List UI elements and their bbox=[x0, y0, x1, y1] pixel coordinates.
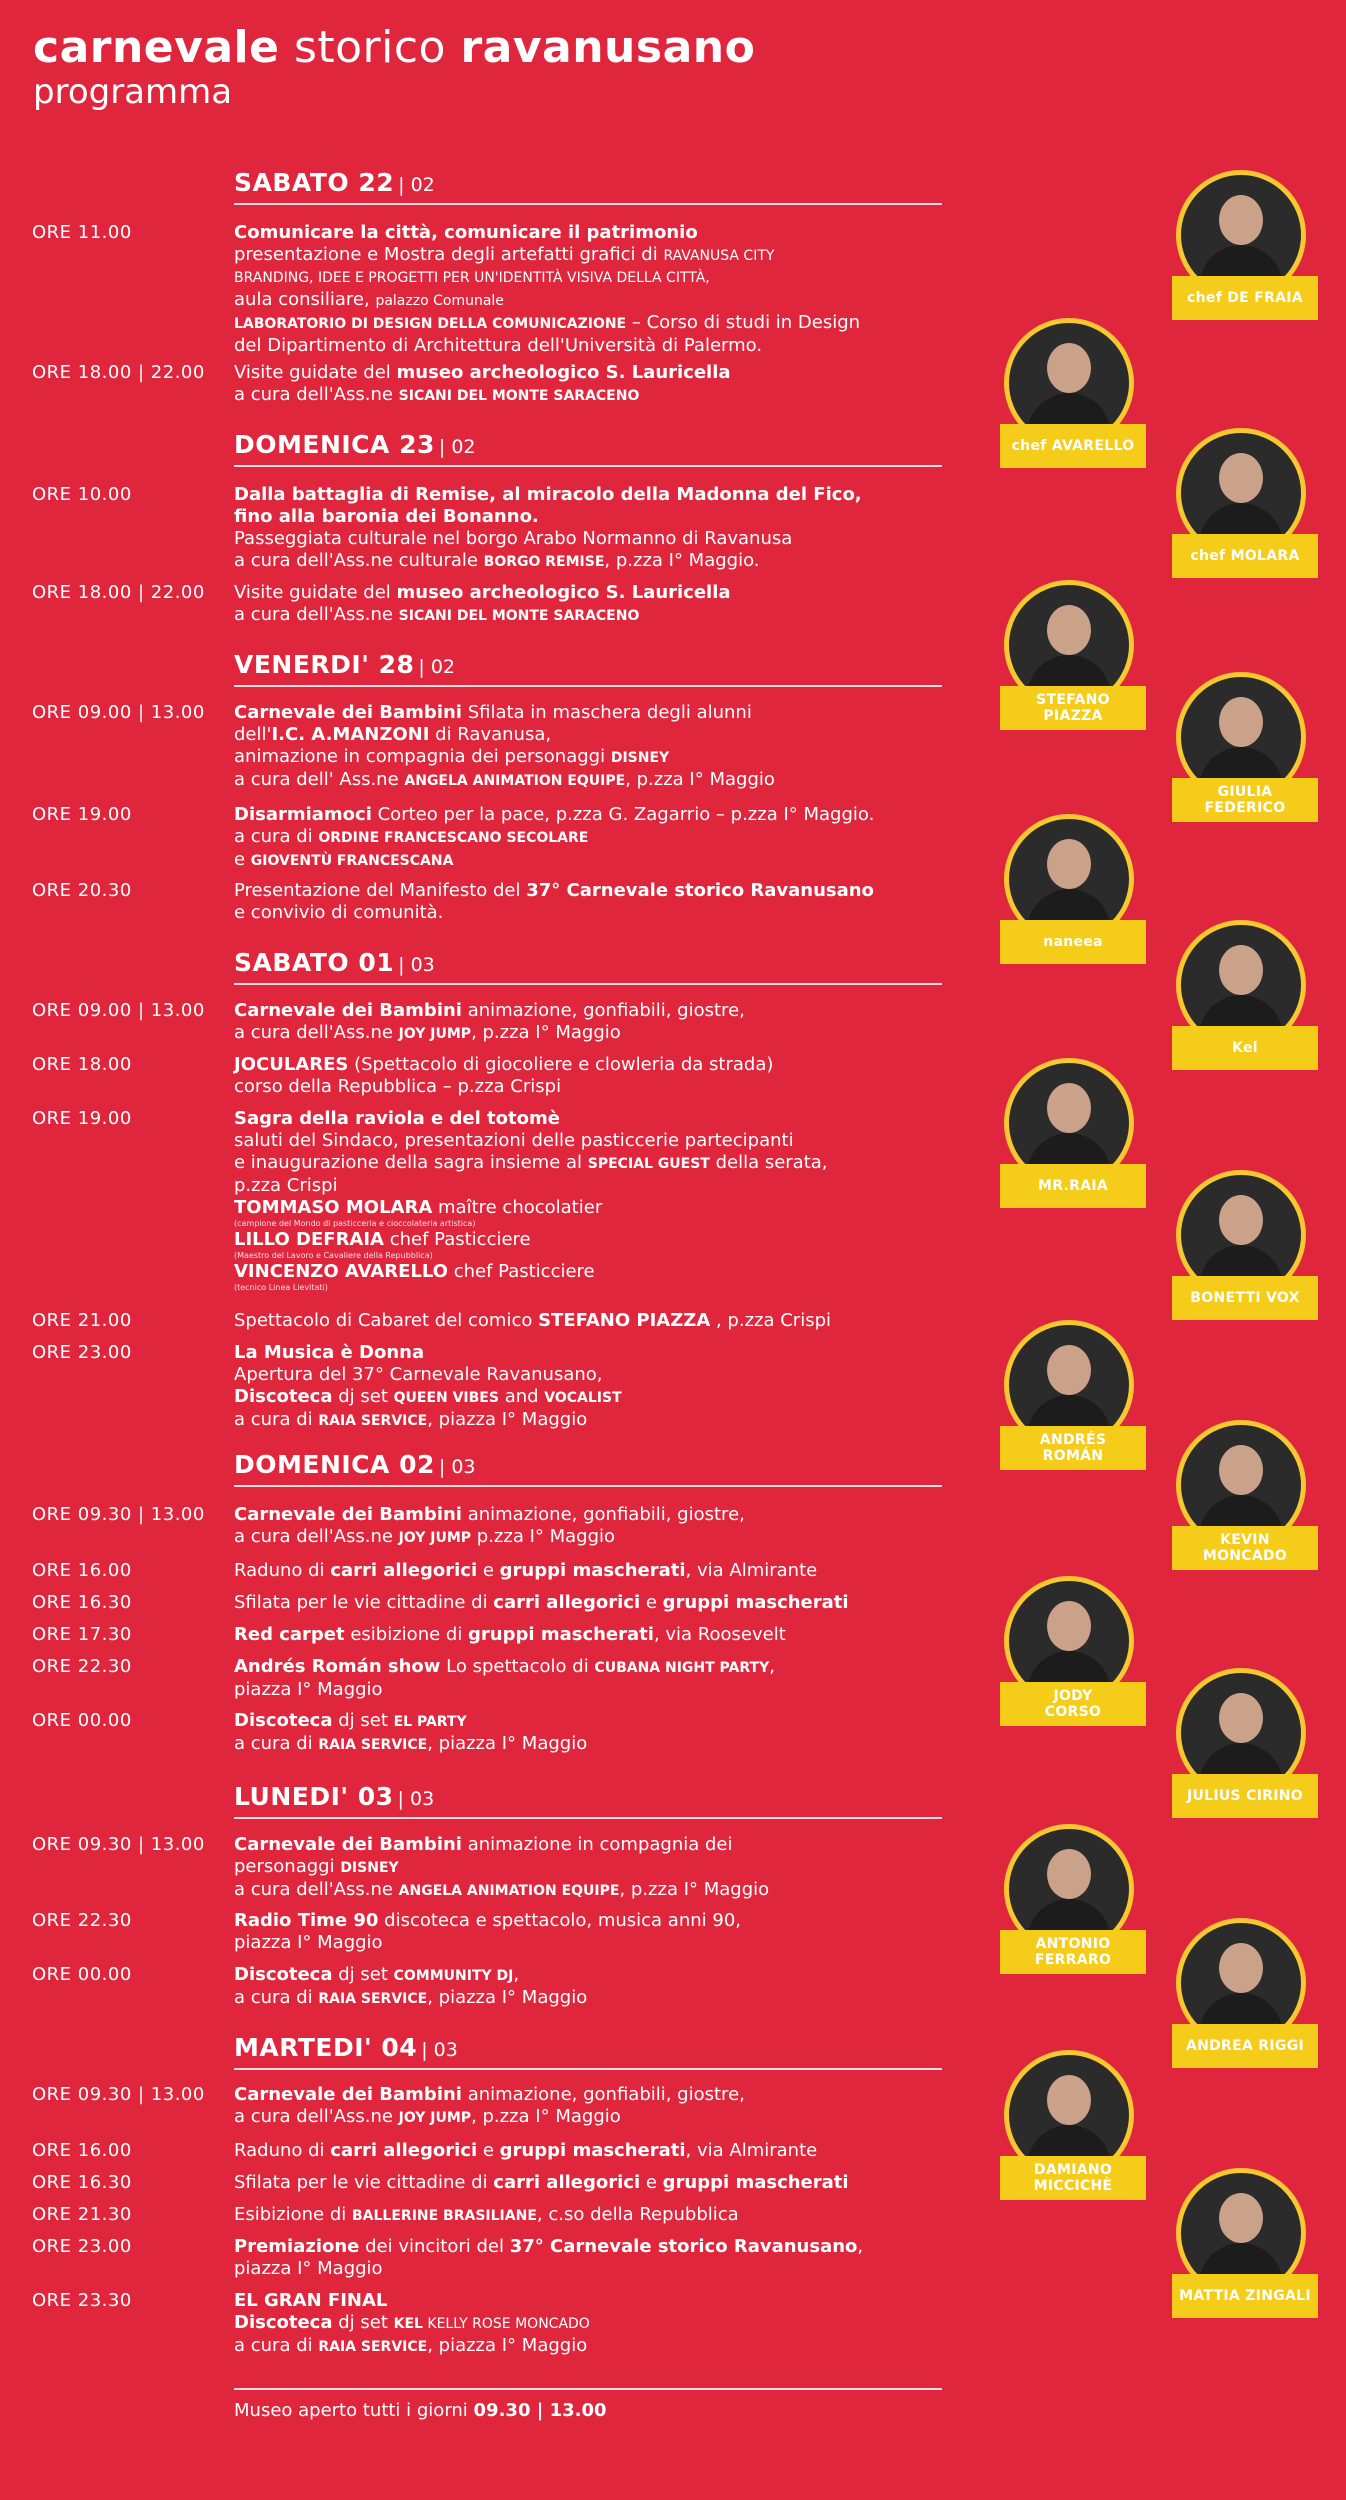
event-description bbox=[234, 1342, 954, 1432]
event-description bbox=[234, 2140, 954, 2162]
event-text: gruppi mascherati bbox=[499, 2140, 686, 2161]
performer-name bbox=[1000, 1682, 1146, 1726]
performer-card bbox=[1172, 672, 1318, 822]
page-title bbox=[33, 22, 755, 74]
performer-label: BONETTI VOX bbox=[1190, 1290, 1300, 1306]
day-month: | 02 bbox=[398, 174, 435, 196]
event-description bbox=[234, 2172, 954, 2194]
event-text: CUBANA NIGHT PARTY bbox=[594, 1660, 770, 1676]
event-time: ORE 22.30 bbox=[32, 1656, 132, 1677]
performer-name bbox=[1000, 424, 1146, 468]
performer-label: chef DE FRAIA bbox=[1187, 290, 1303, 306]
performer-name bbox=[1172, 1774, 1318, 1818]
performer-label: Kel bbox=[1232, 1040, 1258, 1056]
event-text: Discoteca bbox=[234, 2312, 333, 2333]
event-description bbox=[234, 1656, 954, 1701]
event-text: , piazza I° Maggio bbox=[427, 1733, 588, 1754]
event-time: ORE 20.30 bbox=[32, 880, 132, 901]
event-text: a cura di bbox=[234, 1733, 319, 1754]
performer-name bbox=[1000, 2156, 1146, 2200]
event-text: a cura dell'Ass.ne bbox=[234, 604, 399, 625]
performer-name bbox=[1000, 1164, 1146, 1208]
event-time: ORE 22.30 bbox=[32, 1910, 132, 1931]
event-text: gruppi mascherati bbox=[468, 1624, 654, 1645]
event-text: EL PARTY bbox=[393, 1714, 467, 1730]
performer-name bbox=[1000, 686, 1146, 730]
event-text: , via Almirante bbox=[685, 2140, 818, 2161]
day-month: | 03 bbox=[421, 2039, 458, 2061]
event-title: Carnevale dei Bambini bbox=[234, 702, 462, 723]
event-text: a cura dell'Ass.ne bbox=[234, 1022, 399, 1043]
event-text: KEL bbox=[393, 2316, 423, 2332]
event-text: piazza I° Maggio bbox=[234, 1679, 383, 1700]
event-text: 37° Carnevale storico Ravanusano bbox=[509, 2236, 858, 2257]
museum-hours-note bbox=[234, 2388, 942, 2421]
event-time: ORE 09.30 | 13.00 bbox=[32, 1834, 205, 1855]
event-text: Premiazione bbox=[234, 2236, 360, 2257]
event-text: e bbox=[234, 849, 251, 870]
performer-label: FEDERICO bbox=[1204, 800, 1286, 816]
performer-label: KEVIN bbox=[1220, 1532, 1270, 1548]
event-description bbox=[234, 1560, 954, 1582]
event-text: BALLERINE BRASILIANE bbox=[352, 2208, 537, 2224]
event-text: , via Roosevelt bbox=[653, 1624, 786, 1645]
event-time: ORE 21.00 bbox=[32, 1310, 132, 1331]
day-header bbox=[234, 1450, 942, 1487]
event-title: fino alla baronia dei Bonanno. bbox=[234, 506, 539, 527]
event-description bbox=[234, 1108, 954, 1293]
event-text: I.C. A.MANZONI bbox=[271, 724, 430, 745]
event-text: VINCENZO AVARELLO bbox=[234, 1261, 448, 1282]
performer-card bbox=[1172, 170, 1318, 320]
event-text: BRANDING, IDEE E PROGETTI PER UN'IDENTITÀ VISIVA DELLA CITTÀ, bbox=[234, 270, 710, 286]
event-text: Spettacolo di Cabaret del comico bbox=[234, 1310, 539, 1331]
performer-card bbox=[1000, 1320, 1146, 1470]
page-subtitle: programma bbox=[33, 72, 233, 112]
performer-card bbox=[1000, 318, 1146, 468]
event-text: animazione in compagnia dei personaggi bbox=[234, 746, 611, 767]
event-time: ORE 18.00 | 22.00 bbox=[32, 362, 205, 383]
performer-card bbox=[1000, 1824, 1146, 1974]
performer-label: STEFANO bbox=[1036, 692, 1110, 708]
event-text: Raduno di bbox=[234, 1560, 331, 1581]
performer-card bbox=[1000, 1058, 1146, 1208]
performer-label: chef AVARELLO bbox=[1011, 438, 1135, 454]
event-time: ORE 17.30 bbox=[32, 1624, 132, 1645]
event-text: del Dipartimento di Architettura dell'Università di Palermo. bbox=[234, 335, 763, 356]
event-text: a cura dell' Ass.ne bbox=[234, 769, 405, 790]
event-text: animazione, gonfiabili, giostre, bbox=[461, 1000, 745, 1021]
event-text: , c.so della Repubblica bbox=[536, 2204, 739, 2225]
event-description bbox=[234, 1000, 954, 1045]
event-time: ORE 10.00 bbox=[32, 484, 132, 505]
title-word-ravanusano: ravanusano bbox=[460, 22, 756, 73]
event-title: EL GRAN FINAL bbox=[234, 2290, 388, 2311]
event-text: chef Pasticciere bbox=[384, 1229, 531, 1250]
performer-card bbox=[1172, 1420, 1318, 1570]
event-text: Presentazione del Manifesto del bbox=[234, 880, 527, 901]
performer-card bbox=[1000, 580, 1146, 730]
event-text: JOY JUMP bbox=[398, 1026, 472, 1042]
event-text: Sfilata per le vie cittadine di bbox=[234, 2172, 494, 2193]
event-text: della serata, bbox=[709, 1152, 828, 1173]
event-text: di Ravanusa, bbox=[429, 724, 552, 745]
event-text: SICANI DEL MONTE SARACENO bbox=[398, 388, 640, 404]
event-text: STEFANO PIAZZA bbox=[538, 1310, 711, 1331]
event-text: Sfilata in maschera degli alunni bbox=[461, 702, 752, 723]
event-text: , p.zza I° Maggio. bbox=[604, 550, 760, 571]
performer-label: ANTONIO bbox=[1035, 1936, 1111, 1952]
event-time: ORE 11.00 bbox=[32, 222, 132, 243]
event-text: maître chocolatier bbox=[432, 1197, 603, 1218]
footer-text: Museo aperto tutti i giorni bbox=[234, 2400, 474, 2421]
event-title: Disarmiamoci bbox=[234, 804, 372, 825]
event-text: a cura di bbox=[234, 2335, 319, 2356]
event-description bbox=[234, 1504, 954, 1549]
day-name: DOMENICA 23 bbox=[234, 430, 435, 459]
performer-label: MR.RAIA bbox=[1037, 1178, 1109, 1194]
event-text: a cura dell'Ass.ne bbox=[234, 1879, 399, 1900]
event-title: Carnevale dei Bambini bbox=[234, 1000, 462, 1021]
event-text: GIOVENTÙ FRANCESCANA bbox=[250, 853, 454, 869]
event-text: Discoteca bbox=[234, 1710, 333, 1731]
event-text: SPECIAL GUEST bbox=[587, 1156, 710, 1172]
event-description bbox=[234, 222, 954, 357]
day-name: SABATO 22 bbox=[234, 168, 395, 197]
performer-card bbox=[1000, 814, 1146, 964]
event-text: animazione in compagnia dei bbox=[461, 1834, 733, 1855]
event-text: LILLO DEFRAIA bbox=[234, 1229, 384, 1250]
day-month: | 02 bbox=[418, 656, 456, 678]
day-name: LUNEDI' 03 bbox=[234, 1782, 394, 1811]
day-name: DOMENICA 02 bbox=[234, 1450, 435, 1479]
performer-name bbox=[1172, 1026, 1318, 1070]
event-text: RAIA SERVICE bbox=[318, 1991, 428, 2007]
performer-name bbox=[1000, 1426, 1146, 1470]
event-text: e bbox=[477, 2140, 500, 2161]
event-text: museo archeologico S. Lauricella bbox=[396, 362, 731, 383]
event-text: chef Pasticciere bbox=[448, 1261, 595, 1282]
performer-card bbox=[1172, 428, 1318, 578]
performer-label: JODY bbox=[1053, 1688, 1093, 1704]
performer-card bbox=[1000, 2050, 1146, 2200]
performer-card bbox=[1172, 920, 1318, 1070]
event-description bbox=[234, 2236, 954, 2280]
event-text: COMMUNITY DJ bbox=[393, 1968, 514, 1984]
performer-label: DAMIANO bbox=[1033, 2162, 1113, 2178]
event-text: Corteo per la pace, p.zza G. Zagarrio – p.zza I° Maggio. bbox=[371, 804, 875, 825]
event-description bbox=[234, 1310, 954, 1332]
performer-label: MICCICHÈ bbox=[1033, 2178, 1113, 2194]
performer-label: CORSO bbox=[1044, 1704, 1102, 1720]
event-text: dj set bbox=[332, 2312, 394, 2333]
event-text: a cura di bbox=[234, 826, 319, 847]
event-time: ORE 00.00 bbox=[32, 1964, 132, 1985]
event-description bbox=[234, 484, 954, 573]
event-text: ANGELA ANIMATION EQUIPE bbox=[404, 773, 626, 789]
performer-label: JULIUS CIRINO bbox=[1186, 1788, 1304, 1804]
event-text: Discoteca bbox=[234, 1386, 333, 1407]
event-text: KELLY ROSE MONCADO bbox=[422, 2316, 590, 2332]
event-description bbox=[234, 1624, 954, 1646]
event-time: ORE 09.00 | 13.00 bbox=[32, 702, 205, 723]
event-description bbox=[234, 702, 954, 792]
event-note: (Maestro del Lavoro e Cavaliere della Repubblica) bbox=[234, 1251, 433, 1260]
event-text: Esibizione di bbox=[234, 2204, 352, 2225]
event-title: Dalla battaglia di Remise, al miracolo della Madonna del Fico, bbox=[234, 484, 862, 505]
event-title: Carnevale dei Bambini bbox=[234, 2084, 462, 2105]
event-text: Discoteca bbox=[234, 1964, 333, 1985]
event-text: RAVANUSA CITY bbox=[663, 248, 775, 264]
event-text: and bbox=[498, 1386, 545, 1407]
event-text: TOMMASO MOLARA bbox=[234, 1197, 433, 1218]
event-description bbox=[234, 1834, 954, 1902]
event-text: , p.zza I° Maggio bbox=[625, 769, 775, 790]
day-header bbox=[234, 430, 942, 467]
event-text: e bbox=[640, 2172, 663, 2193]
event-description bbox=[234, 804, 954, 872]
event-text: corso della Repubblica – p.zza Crispi bbox=[234, 1076, 562, 1097]
day-header bbox=[234, 650, 942, 687]
day-month: | 03 bbox=[438, 1456, 476, 1478]
performer-label: ANDRÉS bbox=[1039, 1432, 1107, 1448]
event-text: animazione, gonfiabili, giostre, bbox=[461, 2084, 745, 2105]
event-text: a cura dell'Ass.ne bbox=[234, 1526, 399, 1547]
performer-card bbox=[1000, 1576, 1146, 1726]
event-text: presentazione e Mostra degli artefatti grafici di bbox=[234, 244, 664, 265]
event-text: gruppi mascherati bbox=[662, 2172, 849, 2193]
event-title: JOCULARES bbox=[234, 1054, 349, 1075]
event-text: dj set bbox=[332, 1710, 394, 1731]
event-text: , via Almirante bbox=[685, 1560, 818, 1581]
event-text: (Spettacolo di giocoliere e clowleria da strada) bbox=[348, 1054, 774, 1075]
event-description bbox=[234, 2290, 954, 2358]
event-description bbox=[234, 2084, 954, 2129]
event-time: ORE 16.00 bbox=[32, 2140, 132, 2161]
event-text: RAIA SERVICE bbox=[318, 1737, 428, 1753]
event-description bbox=[234, 1910, 954, 1954]
event-description bbox=[234, 880, 954, 924]
event-text: discoteca e spettacolo, musica anni 90, bbox=[378, 1910, 741, 1931]
performer-name bbox=[1172, 2024, 1318, 2068]
event-text: e bbox=[477, 1560, 500, 1581]
event-text: SICANI DEL MONTE SARACENO bbox=[398, 608, 640, 624]
event-text: p.zza I° Maggio bbox=[471, 1526, 616, 1547]
event-note: (tecnico Linea Lievitati) bbox=[234, 1283, 328, 1292]
title-word-storico: storico bbox=[293, 22, 446, 73]
event-text: e inaugurazione della sagra insieme al bbox=[234, 1152, 588, 1173]
performer-name bbox=[1172, 276, 1318, 320]
event-description bbox=[234, 1054, 954, 1098]
event-text: – Corso di studi in Design bbox=[626, 312, 861, 333]
event-title: Comunicare la città, comunicare il patrimonio bbox=[234, 222, 698, 243]
event-text: dj set bbox=[332, 1964, 394, 1985]
event-text: personaggi bbox=[234, 1856, 341, 1877]
event-time: ORE 19.00 bbox=[32, 1108, 132, 1129]
event-text: DISNEY bbox=[340, 1860, 399, 1876]
title-word-carnevale: carnevale bbox=[33, 22, 280, 73]
day-header bbox=[234, 2033, 942, 2070]
event-text: animazione, gonfiabili, giostre, bbox=[461, 1504, 745, 1525]
performer-name bbox=[1172, 778, 1318, 822]
event-time: ORE 16.00 bbox=[32, 1560, 132, 1581]
event-text: BORGO REMISE bbox=[483, 554, 605, 570]
event-text: carri allegorici bbox=[493, 2172, 641, 2193]
day-month: | 03 bbox=[398, 954, 435, 976]
day-name: VENERDI' 28 bbox=[234, 650, 415, 679]
event-text: RAIA SERVICE bbox=[318, 1413, 428, 1429]
event-text: VOCALIST bbox=[544, 1390, 622, 1406]
performer-name bbox=[1000, 1930, 1146, 1974]
event-title: Sagra della raviola e del totomè bbox=[234, 1108, 560, 1129]
event-text: carri allegorici bbox=[330, 2140, 478, 2161]
event-text: Sfilata per le vie cittadine di bbox=[234, 1592, 494, 1613]
performer-label: MATTIA ZINGALI bbox=[1179, 2288, 1311, 2304]
performer-label: GIULIA bbox=[1217, 784, 1273, 800]
event-text: , piazza I° Maggio bbox=[427, 2335, 588, 2356]
event-time: ORE 18.00 | 22.00 bbox=[32, 582, 205, 603]
event-text: ANGELA ANIMATION EQUIPE bbox=[398, 1883, 620, 1899]
event-text: JOY JUMP bbox=[398, 2110, 472, 2126]
day-name: MARTEDI' 04 bbox=[234, 2033, 418, 2062]
event-description bbox=[234, 1710, 954, 1756]
event-time: ORE 19.00 bbox=[32, 804, 132, 825]
event-text: Apertura del 37° Carnevale Ravanusano, bbox=[234, 1364, 603, 1385]
event-text: DISNEY bbox=[610, 750, 670, 766]
event-text: e bbox=[640, 1592, 663, 1613]
day-header bbox=[234, 1782, 942, 1819]
event-text: a cura dell'Ass.ne bbox=[234, 384, 399, 405]
event-text: , p.zza I° Maggio bbox=[619, 1879, 770, 1900]
performer-label: naneea bbox=[1043, 934, 1103, 950]
event-text: Andrés Román show bbox=[234, 1656, 441, 1677]
event-text: QUEEN VIBES bbox=[393, 1390, 499, 1406]
event-time: ORE 09.30 | 13.00 bbox=[32, 2084, 205, 2105]
event-text: Raduno di bbox=[234, 2140, 331, 2161]
performer-card bbox=[1172, 1668, 1318, 1818]
event-text: , bbox=[857, 2236, 864, 2257]
event-text: Radio Time 90 bbox=[234, 1910, 379, 1931]
event-text: JOY JUMP bbox=[398, 1530, 472, 1546]
event-text: Lo spettacolo di bbox=[440, 1656, 595, 1677]
performer-label: MONCADO bbox=[1202, 1548, 1288, 1564]
event-text: , p.zza Crispi bbox=[710, 1310, 832, 1331]
performer-label: FERRARO bbox=[1034, 1952, 1112, 1968]
event-text: e convivio di comunità. bbox=[234, 902, 444, 923]
event-text: Red carpet bbox=[234, 1624, 345, 1645]
event-text: ORDINE FRANCESCANO SECOLARE bbox=[318, 830, 589, 846]
event-text: , piazza I° Maggio bbox=[427, 1987, 588, 2008]
event-text: a cura dell'Ass.ne bbox=[234, 2106, 399, 2127]
event-time: ORE 23.00 bbox=[32, 2236, 132, 2257]
event-text: RAIA SERVICE bbox=[318, 2339, 428, 2355]
performer-name bbox=[1172, 1276, 1318, 1320]
event-text: Visite guidate del bbox=[234, 362, 397, 383]
performer-label: ROMÁN bbox=[1042, 1448, 1104, 1464]
footer-hours: 09.30 | 13.00 bbox=[473, 2400, 607, 2421]
performer-label: chef MOLARA bbox=[1190, 548, 1300, 564]
event-time: ORE 00.00 bbox=[32, 1710, 132, 1731]
performer-label: PIAZZA bbox=[1043, 708, 1103, 724]
event-text: LABORATORIO DI DESIGN DELLA COMUNICAZIONE bbox=[234, 316, 627, 332]
day-month: | 03 bbox=[397, 1788, 435, 1810]
event-text: saluti del Sindaco, presentazioni delle pasticcerie partecipanti bbox=[234, 1130, 794, 1151]
event-title: Carnevale dei Bambini bbox=[234, 1834, 462, 1855]
event-text: piazza I° Maggio bbox=[234, 2258, 383, 2279]
event-description bbox=[234, 582, 954, 627]
event-title: Carnevale dei Bambini bbox=[234, 1504, 462, 1525]
event-text: 37° Carnevale storico Ravanusano bbox=[526, 880, 874, 901]
header bbox=[33, 22, 755, 112]
event-text: a cura di bbox=[234, 1987, 319, 2008]
performer-card bbox=[1172, 2168, 1318, 2318]
performer-label: ANDREA RIGGI bbox=[1185, 2038, 1304, 2054]
day-name: SABATO 01 bbox=[234, 948, 395, 977]
event-time: ORE 18.00 bbox=[32, 1054, 132, 1075]
event-text: dell' bbox=[234, 724, 272, 745]
event-title: La Musica è Donna bbox=[234, 1342, 425, 1363]
event-text: esibizione di bbox=[344, 1624, 469, 1645]
event-text: dj set bbox=[332, 1386, 394, 1407]
performer-name bbox=[1000, 920, 1146, 964]
day-header bbox=[234, 948, 942, 985]
event-text: , p.zza I° Maggio bbox=[471, 1022, 621, 1043]
performer-name bbox=[1172, 534, 1318, 578]
event-text: carri allegorici bbox=[330, 1560, 478, 1581]
event-text: , piazza I° Maggio bbox=[427, 1409, 588, 1430]
event-text: dei vincitori del bbox=[359, 2236, 510, 2257]
event-text: , bbox=[513, 1964, 520, 1985]
day-header bbox=[234, 168, 942, 205]
event-time: ORE 23.00 bbox=[32, 1342, 132, 1363]
event-text: gruppi mascherati bbox=[662, 1592, 849, 1613]
event-description bbox=[234, 362, 954, 407]
event-text: aula consiliare, bbox=[234, 289, 376, 310]
event-text: a cura di bbox=[234, 1409, 319, 1430]
event-time: ORE 21.30 bbox=[32, 2204, 132, 2225]
event-time: ORE 16.30 bbox=[32, 1592, 132, 1613]
event-time: ORE 16.30 bbox=[32, 2172, 132, 2193]
event-time: ORE 09.00 | 13.00 bbox=[32, 1000, 205, 1021]
event-text: piazza I° Maggio bbox=[234, 1932, 383, 1953]
event-text: Passeggiata culturale nel borgo Arabo Normanno di Ravanusa bbox=[234, 528, 793, 549]
performer-card bbox=[1172, 1918, 1318, 2068]
event-time: ORE 09.30 | 13.00 bbox=[32, 1504, 205, 1525]
event-text: a cura dell'Ass.ne culturale bbox=[234, 550, 484, 571]
performer-name bbox=[1172, 2274, 1318, 2318]
event-text: gruppi mascherati bbox=[499, 1560, 686, 1581]
day-month: | 02 bbox=[438, 436, 476, 458]
event-text: p.zza Crispi bbox=[234, 1175, 338, 1196]
event-text: , p.zza I° Maggio bbox=[471, 2106, 621, 2127]
event-note: (campione del Mondo di pasticceria e cioccolateria artistica) bbox=[234, 1219, 476, 1228]
event-description bbox=[234, 1592, 954, 1614]
event-text: carri allegorici bbox=[493, 1592, 641, 1613]
event-text: palazzo Comunale bbox=[375, 293, 504, 309]
performer-name bbox=[1172, 1526, 1318, 1570]
event-text: museo archeologico S. Lauricella bbox=[396, 582, 731, 603]
event-description bbox=[234, 2204, 954, 2227]
event-text: , bbox=[769, 1656, 775, 1677]
event-time: ORE 23.30 bbox=[32, 2290, 132, 2311]
event-description bbox=[234, 1964, 954, 2010]
event-text: Visite guidate del bbox=[234, 582, 397, 603]
performer-card bbox=[1172, 1170, 1318, 1320]
